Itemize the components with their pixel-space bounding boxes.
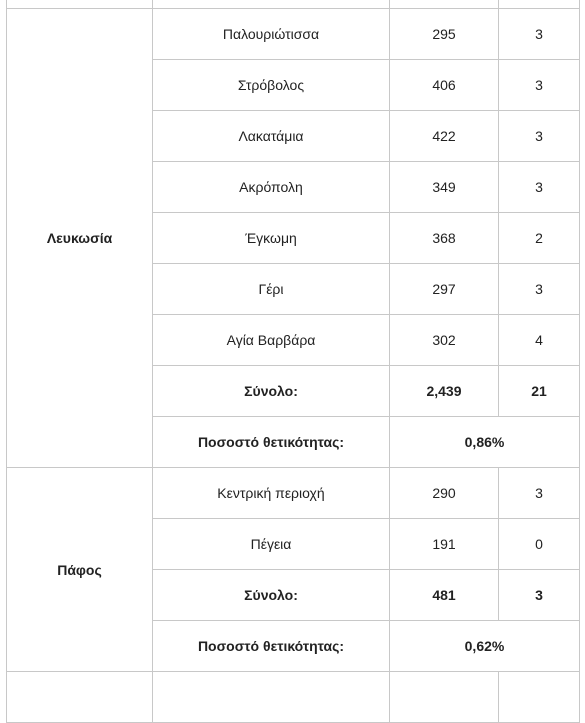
results-table-body [7, 0, 580, 723]
positives-cell: 0 [499, 519, 580, 570]
tests-cell: 302 [390, 315, 499, 366]
area-cell [153, 0, 390, 9]
total-label: Σύνολο: [153, 570, 390, 621]
area-cell: Στρόβολος [153, 60, 390, 111]
positives-cell: 4 [499, 315, 580, 366]
positives-cell: 3 [499, 162, 580, 213]
tests-cell: 349 [390, 162, 499, 213]
area-cell: Παλουριώτισσα [153, 9, 390, 60]
positives-cell [499, 672, 580, 723]
tests-cell: 422 [390, 111, 499, 162]
area-cell: Αγία Βαρβάρα [153, 315, 390, 366]
positivity-label: Ποσοστό θετικότητας: [153, 417, 390, 468]
tests-cell: 290 [390, 468, 499, 519]
positives-cell: 3 [499, 468, 580, 519]
region-cell [7, 672, 153, 723]
area-cell: Λακατάμια [153, 111, 390, 162]
tests-cell: 297 [390, 264, 499, 315]
total-positives: 3 [499, 570, 580, 621]
area-cell: Γέρι [153, 264, 390, 315]
region-cell: Λευκωσία [7, 9, 153, 468]
results-table [6, 0, 580, 723]
total-tests: 2,439 [390, 366, 499, 417]
tests-cell: 368 [390, 213, 499, 264]
positivity-label: Ποσοστό θετικότητας: [153, 621, 390, 672]
area-cell: Πέγεια [153, 519, 390, 570]
positives-cell: 3 [499, 264, 580, 315]
tests-cell [390, 672, 499, 723]
area-cell: Ακρόπολη [153, 162, 390, 213]
table-row [7, 9, 580, 60]
positivity-value: 0,86% [390, 417, 580, 468]
table-row [7, 672, 580, 723]
tests-cell: 191 [390, 519, 499, 570]
region-cell [7, 0, 153, 9]
total-tests: 481 [390, 570, 499, 621]
tests-cell: 406 [390, 60, 499, 111]
positives-cell [499, 0, 580, 9]
area-cell: Κεντρική περιοχή [153, 468, 390, 519]
positives-cell: 3 [499, 111, 580, 162]
region-cell: Πάφος [7, 468, 153, 672]
positives-cell: 3 [499, 9, 580, 60]
area-cell [153, 672, 390, 723]
positives-cell: 2 [499, 213, 580, 264]
positivity-value: 0,62% [390, 621, 580, 672]
table-row [7, 0, 580, 9]
table-row [7, 468, 580, 519]
total-positives: 21 [499, 366, 580, 417]
tests-cell [390, 0, 499, 9]
tests-cell: 295 [390, 9, 499, 60]
total-label: Σύνολο: [153, 366, 390, 417]
area-cell: Έγκωμη [153, 213, 390, 264]
positives-cell: 3 [499, 60, 580, 111]
